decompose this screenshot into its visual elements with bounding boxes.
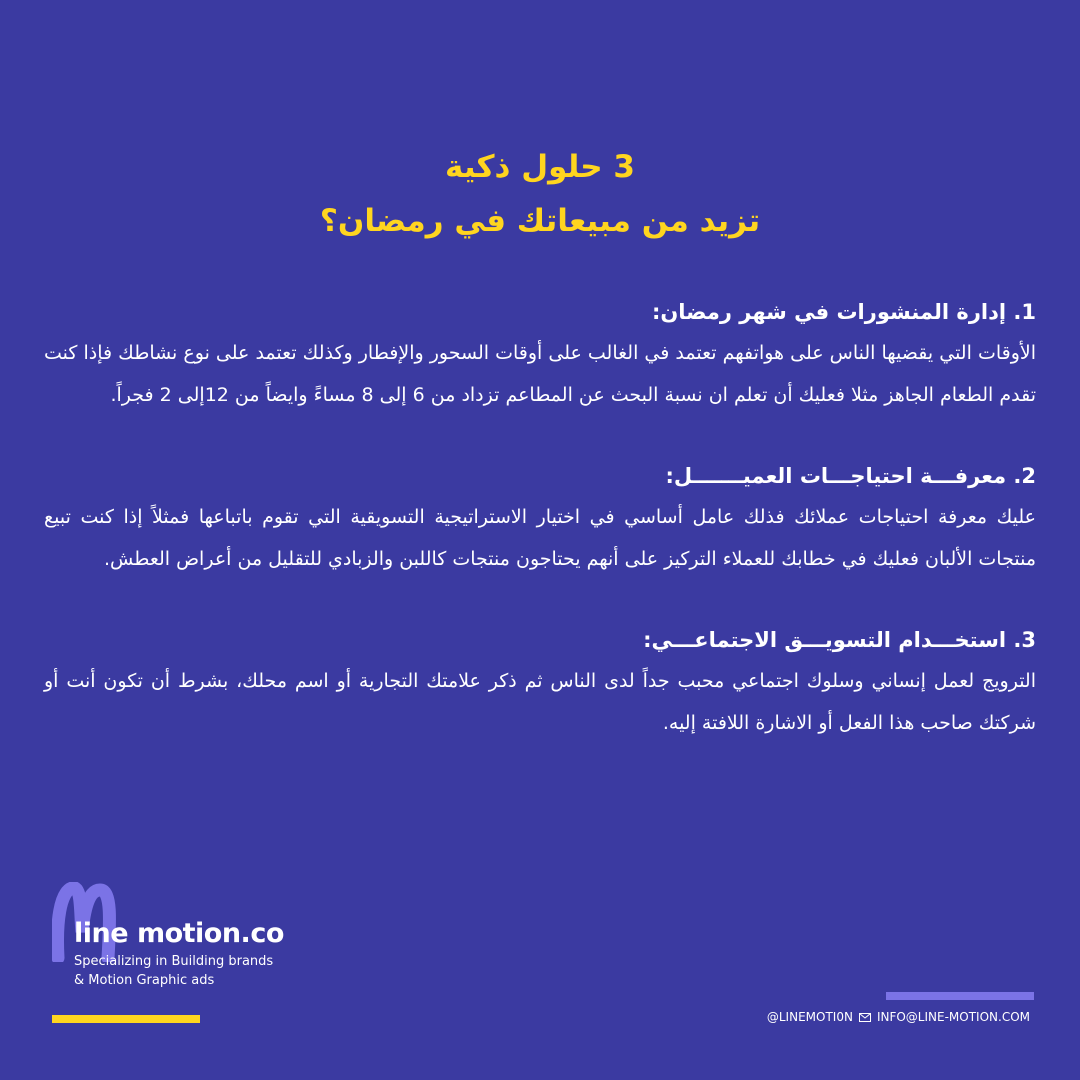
footer-contact: [767, 1010, 1030, 1024]
yellow-accent-bar: [52, 1015, 200, 1023]
title-block: [0, 140, 1080, 248]
section-3: [44, 620, 1036, 744]
section-body: الترويج لعمل إنساني وسلوك اجتماعي محبب جداً لدى الناس ثم ذكر علامتك التجارية أو اسم محلك، بشرط أن تكون أنت أو شركتك صاحب هذا الفعل أو الاشارة اللافتة إليه.: [44, 670, 1036, 734]
section-body: الأوقات التي يقضيها الناس على هواتفهم تعتمد في الغالب على أوقات السحور والإفطار وكذلك تعتمد على نوع نشاطك فإذا كنت تقدم الطعام الجاهز مثلا فعليك أن تعلم ان نسبة البحث عن المطاعم تزداد من 6 إلى 8 مساءً وايضاً من 12إلى 2 فجراً.: [44, 342, 1036, 406]
section-heading: 2. معرفـــة احتياجـــات العميـــــــل:: [665, 464, 1036, 488]
section-heading: 3. استخـــدام التسويـــق الاجتماعـــي:: [643, 628, 1036, 652]
page-title-line-1: 3 حلول ذكية: [445, 149, 635, 185]
purple-accent-bar: [886, 992, 1034, 1000]
page-title-line-2: تزيد من مبيعاتك في رمضان؟: [319, 203, 761, 239]
mail-icon: [859, 1013, 871, 1022]
logo-name: line motion.co: [74, 918, 284, 949]
section-body: عليك معرفة احتياجات عملائك فذلك عامل أساسي في اختيار الاستراتيجية التسويقية التي تقوم باتباعها فمثلاً إذا كنت تبيع منتجات الألبان فعليك في خطابك للعملاء التركيز على أنهم يحتاجون منتجات كاللبن والزبادي للتقليل من أعراض العطش.: [44, 506, 1036, 570]
section-1: [44, 292, 1036, 416]
contact-email[interactable]: INFO@LINE-MOTION.COM: [876, 1010, 1030, 1024]
content: [44, 292, 1036, 784]
section-2: [44, 456, 1036, 580]
brand-logo: [52, 882, 292, 992]
logo-tagline: [74, 952, 273, 990]
section-heading: 1. إدارة المنشورات في شهر رمضان:: [651, 300, 1036, 324]
logo-tagline-line-2: & Motion Graphic ads: [74, 973, 215, 988]
social-handle: @LINEMOTI0N: [766, 1010, 853, 1024]
logo-tagline-line-1: Specializing in Building brands: [74, 954, 274, 969]
